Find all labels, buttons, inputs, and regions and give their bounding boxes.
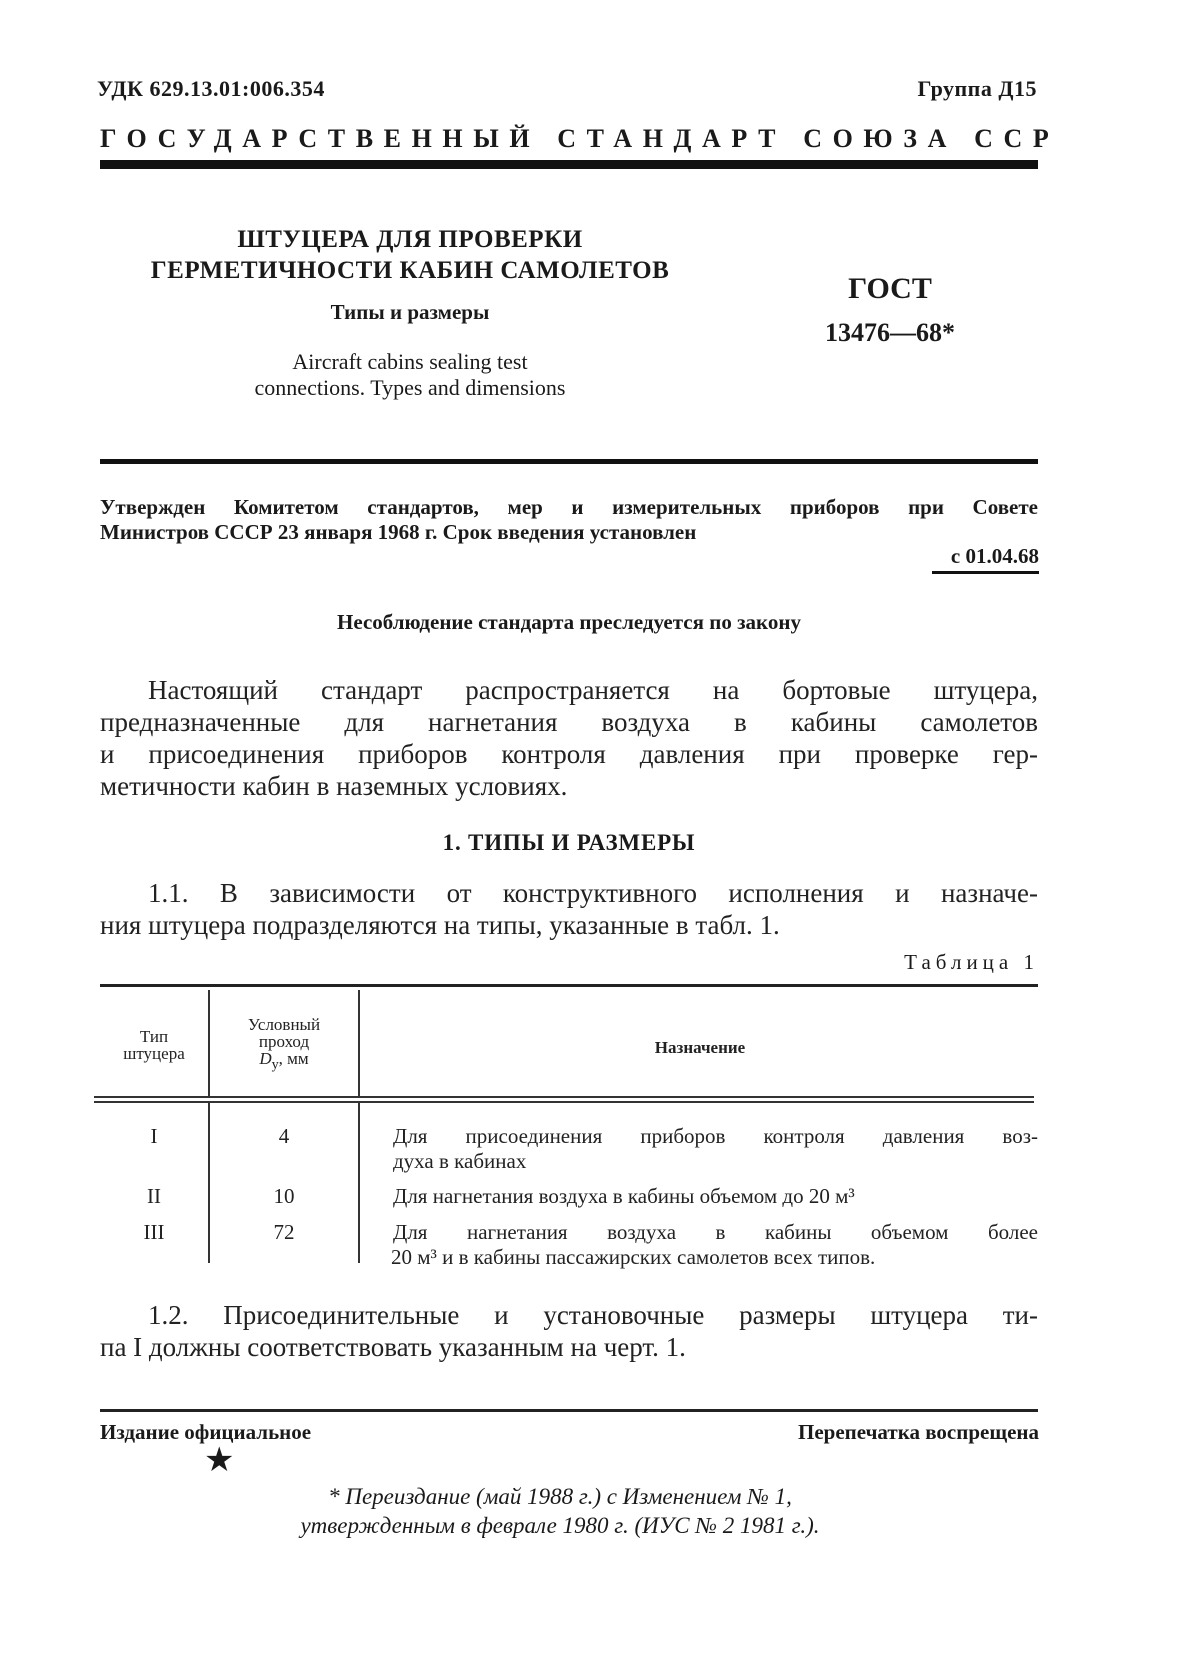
title-rule [100, 459, 1038, 464]
table-row-1-dn: 4 [278, 1124, 290, 1148]
udk-code: УДК 629.13.01:006.354 [97, 76, 325, 101]
table-row-1-desc-line-2: духа в кабинах [393, 1149, 527, 1173]
title-line-2: ГЕРМЕТИЧНОСТИ КАБИН САМОЛЕТОВ [150, 257, 670, 284]
table-row-3-type: III [143, 1220, 165, 1244]
document-subtitle: Типы и размеры [330, 300, 490, 324]
table-header-dn-line-1: Условный [247, 1015, 321, 1034]
paragraph-1-2 [100, 1299, 1038, 1363]
gost-number: 13476—68* [825, 318, 955, 347]
intro-paragraph [100, 674, 1038, 802]
reissue-note [180, 1482, 940, 1540]
document-title [150, 224, 670, 286]
table-header-dn-unit: , мм [278, 1049, 309, 1068]
table-header-rule-1 [94, 1096, 1034, 1098]
table-header-type-line-1: Тип [139, 1027, 169, 1046]
intro-line-3: и присоединения приборов контроля давления при проверке гер- [100, 739, 1038, 769]
intro-line-2: предназначенные для нагнетания воздуха в кабины самолетов [100, 707, 1038, 737]
header-rule [100, 160, 1038, 169]
table-header-type-line-2: штуцера [123, 1044, 185, 1063]
table-row-1-desc [393, 1124, 1038, 1174]
paragraph-1-1-line-1: 1.1. В зависимости от конструктивного исполнения и назначе- [148, 878, 1038, 908]
table-row-3-dn: 72 [273, 1220, 295, 1244]
law-notice: Несоблюдение стандарта преследуется по закону [337, 610, 801, 634]
english-title [150, 349, 670, 401]
paragraph-1-1-line-2: ния штуцера подразделяются на типы, указанные в табл. 1. [100, 910, 780, 940]
state-standard-banner: ГОСУДАРСТВЕННЫЙ СТАНДАРТ СОЮЗА ССР [100, 124, 1060, 153]
table-row-1-desc-line-1: Для присоединения приборов контроля давления воз- [393, 1124, 1038, 1148]
table-header-type [100, 1028, 208, 1062]
gost-label: ГОСТ [848, 272, 932, 305]
section-heading: 1. ТИПЫ И РАЗМЕРЫ [442, 830, 696, 855]
footer-rule [100, 1409, 1038, 1412]
table-row-3-desc-line-1: Для нагнетания воздуха в кабины объемом более [393, 1220, 1038, 1244]
title-line-1: ШТУЦЕРА ДЛЯ ПРОВЕРКИ [237, 226, 583, 253]
approval-line-2: Министров СССР 23 января 1968 г. Срок введения установлен [100, 520, 697, 544]
table-row-2-type: II [147, 1184, 161, 1208]
table-header-rule-2 [94, 1101, 1034, 1103]
table-caption: Таблица 1 [904, 950, 1039, 974]
table-header-dn-subscript: у [271, 1056, 279, 1073]
table-header-dn-line-2: проход [258, 1032, 310, 1051]
table-row-1-type: I [150, 1124, 158, 1148]
paragraph-1-1 [100, 877, 1038, 941]
table-row-3-desc-line-2: 20 м³ и в кабины пассажирских самолетов всех типов. [391, 1245, 876, 1269]
table-row-3-desc [393, 1220, 1038, 1270]
english-title-line-2: connections. Types and dimensions [254, 375, 566, 400]
table-col-divider-2-body [358, 1103, 360, 1263]
effective-date: с 01.04.68 [950, 544, 1039, 568]
intro-line-4: метичности кабин в наземных условиях. [100, 771, 568, 801]
reissue-note-line-2: утвержденным в феврале 1980 г. (ИУС № 2 1981 г.). [300, 1513, 820, 1538]
effective-date-underline [932, 571, 1039, 574]
approval-line-1: Утвержден Комитетом стандартов, мер и измерительных приборов при Совете [100, 495, 1038, 519]
intro-line-1: Настоящий стандарт распространяется на бортовые штуцера, [148, 675, 1038, 705]
table-header-dn-symbol: D [259, 1049, 272, 1068]
table-row-2-dn: 10 [273, 1184, 295, 1208]
paragraph-1-2-line-2: па I должны соответствовать указанным на черт. 1. [100, 1332, 686, 1362]
table-row-2-desc-line-1: Для нагнетания воздуха в кабины объемом до 20 м³ [393, 1184, 855, 1208]
reprint-prohibited-label: Перепечатка воспрещена [798, 1420, 1039, 1444]
official-edition-label: Издание официальное [100, 1420, 312, 1444]
star-icon: ★ [204, 1442, 235, 1479]
table-top-rule [100, 984, 1038, 987]
table-header-dn-line-3 [210, 1050, 358, 1073]
table-header-purpose: Назначение [654, 1038, 746, 1057]
reissue-note-line-1: * Переиздание (май 1988 г.) с Изменением № 1, [328, 1484, 792, 1509]
table-header-nominal-bore [210, 1016, 358, 1073]
paragraph-1-2-line-1: 1.2. Присоединительные и установочные размеры штуцера ти- [148, 1300, 1038, 1330]
table-row-2-desc [393, 1184, 1038, 1209]
english-title-line-1: Aircraft cabins sealing test [292, 349, 528, 374]
group-code: Группа Д15 [917, 76, 1037, 101]
